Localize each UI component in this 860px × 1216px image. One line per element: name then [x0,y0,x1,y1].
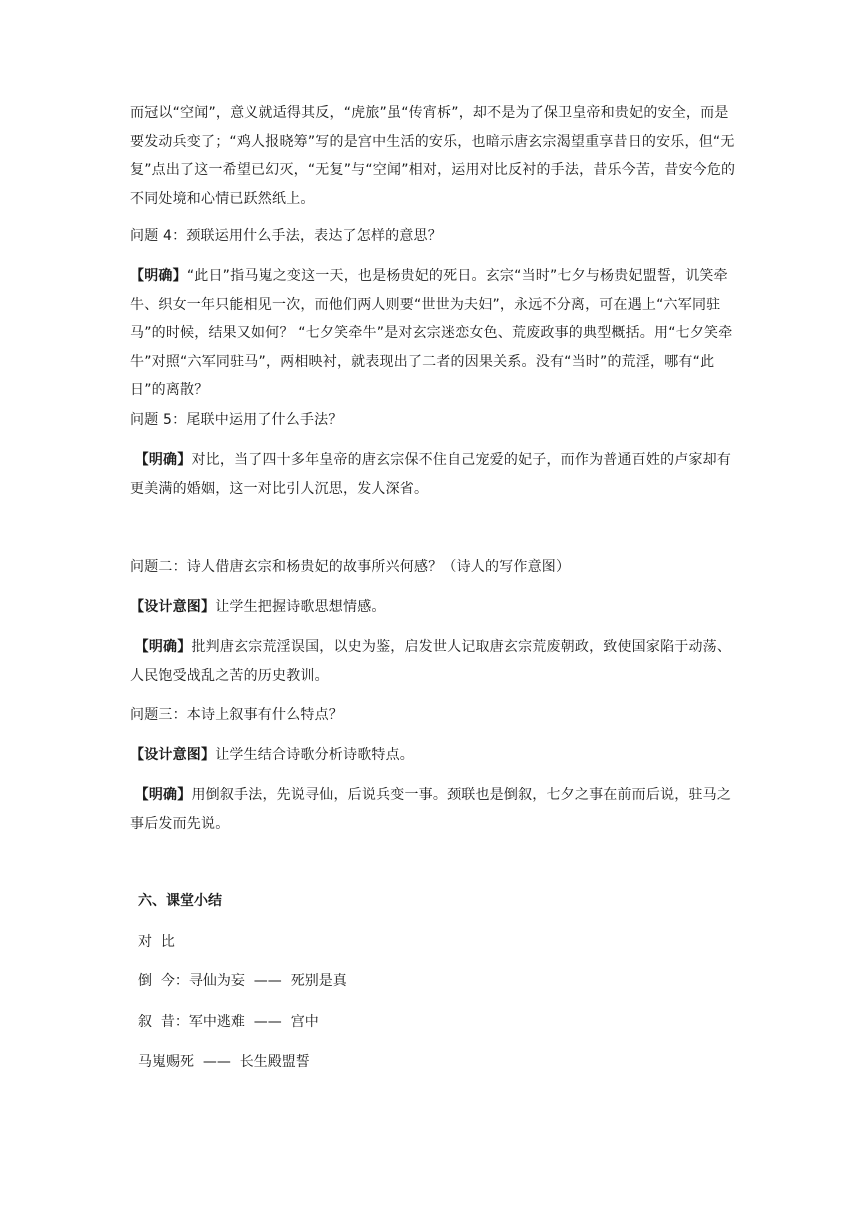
question-5-text: 问题 5：尾联中运用了什么手法？ [130,412,343,428]
design-intent-3 [130,741,736,770]
answer-4-label: 【明确】 [130,268,187,284]
answer-two-label: 【明确】 [134,639,192,655]
answer-5 [130,446,736,503]
paragraph-text: 而冠以“空闻”，意义就适得其反，“虎旅”虽“传宵柝”，却不是为了保卫皇帝和贵妃的安全，而是要发动兵变了；“鸡人报晓筹”写的是宫中生活的安乐，也暗示唐玄宗渴望重享昔日的安乐，但“无复”点出了这一希望已幻灭，“无复”与“空闻”相对，运用对比反衬的手法，昔乐今苦，昔安今危的不同处境和心情已跃然纸上。 [130,105,736,207]
answer-5-text: 对比，当了四十多年皇帝的唐玄宗保不住自己宠爱的妃子，而作为普通百姓的卢家却有更美满的婚姻，这一对比引人沉思，发人深省。 [130,452,732,497]
design-intent-2-text: 让学生把握诗歌思想情感。 [215,599,386,615]
paragraph-analysis-continued [130,99,736,213]
question-4 [130,222,736,251]
question-two-text: 问题二：诗人借唐玄宗和杨贵妃的故事所兴何感？（诗人的写作意图） [130,559,571,575]
question-5 [130,406,736,435]
question-4-text: 问题 4：颈联运用什么手法，表达了怎样的意思？ [130,228,442,244]
answer-two [130,633,736,690]
answer-three-label: 【明确】 [134,787,192,803]
design-intent-3-label: 【设计意图】 [130,747,216,763]
design-intent-2 [130,593,736,622]
summary-line-contrast: 对 比 [138,934,175,950]
section-heading-summary: 六、课堂小结 [138,893,222,909]
answer-4 [130,262,736,405]
question-two [130,553,736,582]
question-three [130,701,736,730]
answer-4-text: “此日”指马嵬之变这一天，也是杨贵妃的死日。玄宗“当时”七夕与杨贵妃盟誓，讥笑牵牛、织女一年只能相见一次，而他们两人则要“世世为夫妇”，永远不分离，可在遇上“六军同驻马”的时候，结果又如何？ “七夕笑牵牛”是对玄宗迷恋女色、荒废政事的典型概括。用“七夕笑牵牛”对照“六军同驻马”，两相映衬，就表现出了二者的因果关系。没有“当时”的荒淫，哪有“此日”的离散？ [130,268,733,398]
question-three-text: 问题三：本诗上叙事有什么特点？ [130,707,343,723]
answer-three [130,781,736,838]
answer-two-text: 批判唐玄宗荒淫误国，以史为鉴，启发世人记取唐玄宗荒废朝政，致使国家陷于动荡、人民饱受战乱之苦的历史教训。 [130,639,732,684]
design-intent-2-label: 【设计意图】 [130,599,216,615]
answer-three-text: 用倒叙手法，先说寻仙，后说兵变一事。颈联也是倒叙，七夕之事在前而后说，驻马之事后发而先说。 [130,787,732,832]
answer-5-label: 【明确】 [134,452,192,468]
design-intent-3-text: 让学生结合诗歌分析诗歌特点。 [215,747,415,763]
summary-line-mawei: 马嵬赐死 —— 长生殿盟誓 [138,1054,310,1070]
summary-line-past: 叙 昔：军中逃难 —— 宫中 [138,1014,319,1030]
summary-line-now: 倒 今：寻仙为妄 —— 死别是真 [138,973,347,989]
